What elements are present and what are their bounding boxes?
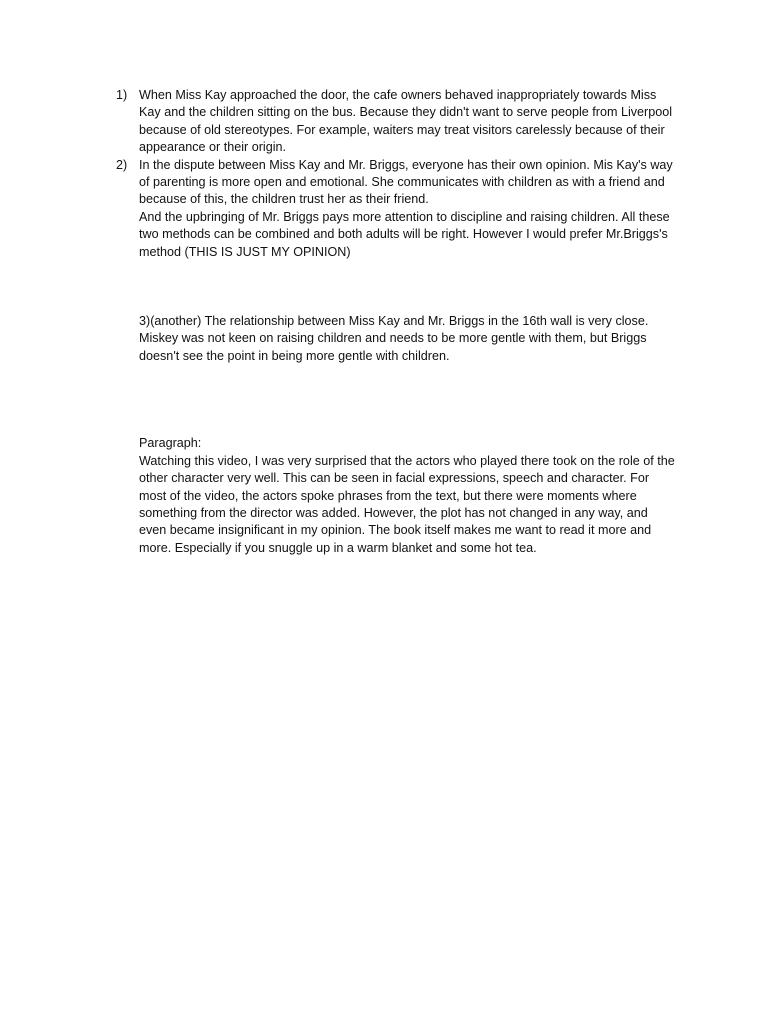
spacer — [116, 365, 676, 435]
item-2-text: In the dispute between Miss Kay and Mr. Briggs, everyone has their own opinion. Mis Kay's way of parenting is more open and emotional. She communicates with children as with a friend and because of this, the children trust her as their friend. — [139, 157, 673, 207]
list-item-1 — [116, 87, 676, 157]
item-2-continuation: And the upbringing of Mr. Briggs pays more attention to discipline and raising children. All these two methods can be combined and both adults will be right. However I would prefer Mr.Briggs's method (THIS IS JUST MY OPINION) — [139, 209, 670, 259]
list-item-2 — [116, 157, 676, 261]
item-3-text: 3)(another) The relationship between Miss Kay and Mr. Briggs in the 16th wall is very close. Miskey was not keen on raising children and needs to be more gentle with them, but Briggs doesn't see the point in being more gentle with children. — [139, 314, 649, 363]
list-number-2: 2) — [116, 157, 128, 172]
paragraph-body: Watching this video, I was very surprised that the actors who played there took on the role of the other character very well. This can be seen in facial expressions, speech and character. For most of the video, the actors spoke phrases from the text, but there were moments where something from the director was added. However, the plot has not changed in any way, and even became insignificant in my opinion. The book itself makes me want to read it more and more. Especially if you snuggle up in a warm blanket and some hot tea. — [139, 453, 675, 555]
spacer — [116, 261, 676, 313]
paragraph-heading: Paragraph: — [139, 436, 202, 451]
list-number-1: 1) — [116, 88, 128, 102]
item-1-text: When Miss Kay approached the door, the cafe owners behaved inappropriately towards Miss Kay and the children sitting on the bus. Because they didn't want to serve people from Liverpool because of old stereotypes. For example, waiters may treat visitors carelessly because of their appearance or their origin. — [139, 88, 673, 155]
document-body — [116, 87, 676, 557]
